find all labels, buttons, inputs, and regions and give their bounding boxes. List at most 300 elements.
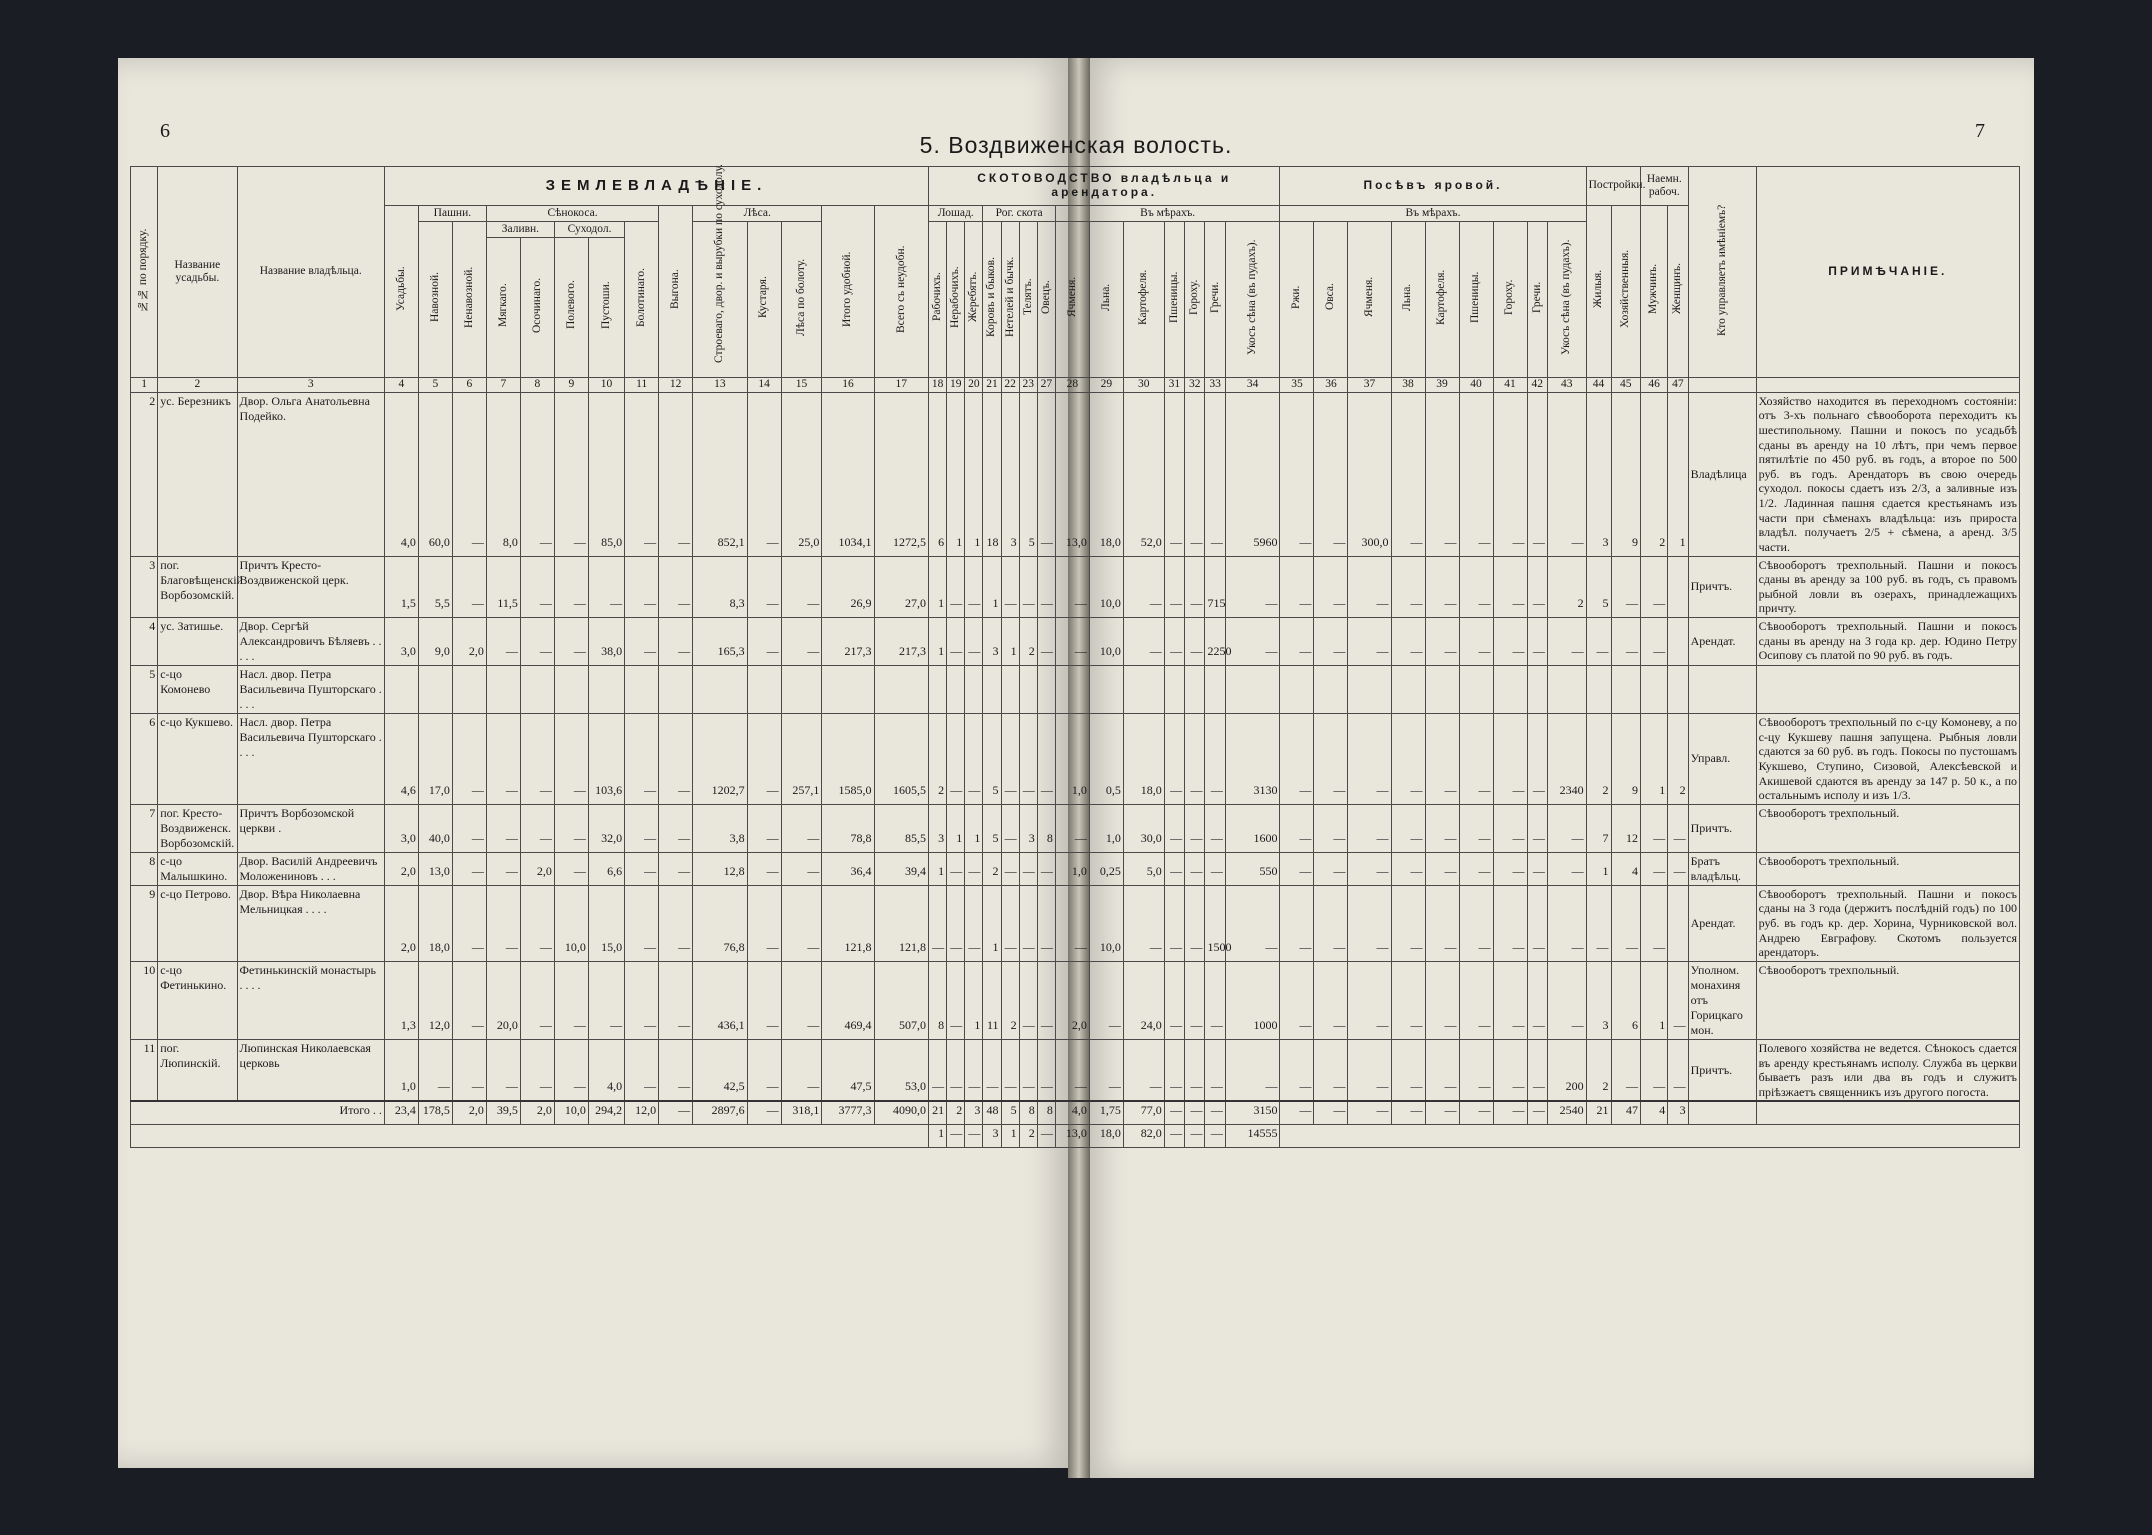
column-header-label: Нерабочихъ. xyxy=(949,266,962,329)
column-header xyxy=(1185,222,1205,377)
column-header xyxy=(131,167,158,378)
data-cell: 2250 xyxy=(1205,618,1225,666)
subgroup-header-cattle: Рог. скота xyxy=(983,206,1056,222)
data-cell: 13,0 xyxy=(418,852,452,885)
data-cell xyxy=(1640,666,1667,714)
table-row xyxy=(131,714,2020,805)
data-cell: — xyxy=(588,961,624,1039)
table-row xyxy=(131,852,2020,885)
total-cell: — xyxy=(1164,1101,1184,1125)
column-number: 4 xyxy=(384,377,418,392)
column-header xyxy=(929,222,947,377)
data-cell: — xyxy=(781,618,822,666)
subgroup-header-measures-2: Въ мѣрахъ. xyxy=(1280,206,1586,222)
column-number: 30 xyxy=(1123,377,1164,392)
data-cell: 1 xyxy=(929,618,947,666)
total-cell: 2540 xyxy=(1547,1101,1586,1125)
column-header-label: Ненавозной. xyxy=(462,266,475,328)
group-header-buildings: Постройки. xyxy=(1586,167,1640,206)
data-cell: — xyxy=(554,1039,588,1101)
data-cell: 5 xyxy=(983,804,1001,852)
column-header-label: Полевого. xyxy=(564,280,577,330)
column-header xyxy=(874,206,929,378)
column-header-label: Пшеницы. xyxy=(1167,271,1180,323)
column-header xyxy=(1019,222,1037,377)
column-number xyxy=(1756,377,2019,392)
data-cell: — xyxy=(625,804,659,852)
data-cell: — xyxy=(1640,618,1667,666)
data-cell: — xyxy=(1037,961,1055,1039)
data-cell: — xyxy=(520,885,554,961)
data-cell: — xyxy=(1493,556,1527,618)
data-cell: 4 xyxy=(1611,852,1640,885)
data-cell: 32,0 xyxy=(588,804,624,852)
data-cell: — xyxy=(947,556,965,618)
column-number: 2 xyxy=(158,377,237,392)
data-cell: — xyxy=(947,618,965,666)
column-header xyxy=(588,238,624,377)
data-cell: — xyxy=(1527,852,1547,885)
data-cell: — xyxy=(1164,804,1184,852)
total-cell: 12,0 xyxy=(625,1101,659,1125)
column-number: 19 xyxy=(947,377,965,392)
data-cell: — xyxy=(1493,804,1527,852)
data-cell: — xyxy=(1037,556,1055,618)
data-cell: — xyxy=(1586,618,1611,666)
data-cell: 24,0 xyxy=(1123,961,1164,1039)
data-cell: — xyxy=(781,885,822,961)
column-header-label: Картофеля. xyxy=(1137,269,1150,325)
data-cell: — xyxy=(1225,1039,1280,1101)
data-cell: 12 xyxy=(1611,804,1640,852)
column-number: 35 xyxy=(1280,377,1314,392)
data-cell: 2 xyxy=(1668,714,1688,805)
column-number: 46 xyxy=(1640,377,1667,392)
data-cell: — xyxy=(554,714,588,805)
data-cell: — xyxy=(1348,885,1391,961)
data-cell: — xyxy=(1164,618,1184,666)
data-cell xyxy=(1611,666,1640,714)
data-cell: — xyxy=(1019,885,1037,961)
owner-name: Насл. двор. Петра Васильевича Пушторскаго . . . . xyxy=(237,714,384,805)
data-cell: — xyxy=(452,714,486,805)
data-cell: 715 xyxy=(1205,556,1225,618)
data-cell: 1 xyxy=(929,852,947,885)
data-cell xyxy=(1185,666,1205,714)
column-header-label: №№ по порядку. xyxy=(137,228,150,312)
total-cell-secondary: 82,0 xyxy=(1123,1125,1164,1148)
data-cell: — xyxy=(1547,852,1586,885)
subgroup-header-horses: Лошад. xyxy=(929,206,983,222)
data-cell: 52,0 xyxy=(1123,392,1164,556)
column-header-label: Жилыя. xyxy=(1591,270,1604,309)
note-cell xyxy=(1756,666,2019,714)
totals-label: Итого . . xyxy=(131,1101,385,1125)
estate-name: с-цо Малышкино. xyxy=(158,852,237,885)
data-cell: 42,5 xyxy=(693,1039,747,1101)
data-cell: — xyxy=(1348,852,1391,885)
data-cell: — xyxy=(1205,961,1225,1039)
totals-row-secondary xyxy=(131,1125,2020,1148)
data-cell: 2,0 xyxy=(384,852,418,885)
data-cell: 9 xyxy=(1611,714,1640,805)
column-header xyxy=(1164,222,1184,377)
column-header-label: Гороху. xyxy=(1503,279,1516,316)
data-cell: — xyxy=(1391,1039,1425,1101)
data-cell: 217,3 xyxy=(874,618,929,666)
data-cell: — xyxy=(1001,804,1019,852)
data-cell: — xyxy=(418,1039,452,1101)
data-cell: — xyxy=(520,714,554,805)
total-cell: — xyxy=(1348,1101,1391,1125)
total-cell: — xyxy=(747,1101,781,1125)
data-cell: — xyxy=(1314,392,1348,556)
data-cell: 3 xyxy=(1001,392,1019,556)
data-cell: 18,0 xyxy=(1089,392,1123,556)
data-cell: — xyxy=(1314,618,1348,666)
column-number: 27 xyxy=(1037,377,1055,392)
data-cell xyxy=(1668,885,1688,961)
column-header xyxy=(822,206,874,378)
row-number: 8 xyxy=(131,852,158,885)
data-cell: 9,0 xyxy=(418,618,452,666)
total-cell: 2 xyxy=(947,1101,965,1125)
data-cell: — xyxy=(520,392,554,556)
data-cell: — xyxy=(1314,885,1348,961)
data-cell: — xyxy=(1205,804,1225,852)
row-number: 2 xyxy=(131,392,158,556)
group-header-land: ЗЕМЛЕВЛАДѢНІЕ. xyxy=(384,167,928,206)
data-cell: — xyxy=(1459,804,1493,852)
estate-name: пог. Кресто-Воздвиженск. Ворбозомскій. xyxy=(158,804,237,852)
data-cell: — xyxy=(452,556,486,618)
data-cell: — xyxy=(1348,556,1391,618)
total-cell-secondary: 1 xyxy=(1001,1125,1019,1148)
column-number: 7 xyxy=(486,377,520,392)
row-number: 11 xyxy=(131,1039,158,1101)
subgroup-header-plough: Пашни. xyxy=(418,206,486,222)
total-cell: 8 xyxy=(1019,1101,1037,1125)
data-cell: — xyxy=(520,804,554,852)
total-cell: 4090,0 xyxy=(874,1101,929,1125)
data-cell xyxy=(1425,666,1459,714)
data-cell: 13,0 xyxy=(1055,392,1089,556)
data-cell: 436,1 xyxy=(693,961,747,1039)
data-cell: — xyxy=(1459,392,1493,556)
data-cell: — xyxy=(486,618,520,666)
note-cell: Хозяйство находится въ переходномъ состояніи: отъ 3-хъ польнаго сѣвооборота переходитъ къ шестипольному. Пашни и покосъ по усадьбѣ сданы въ аренду на 10 лѣтъ, при чемъ первое пятилѣтіе по 450 руб. въ годъ, а второе по 500 руб. въ годъ. Арендаторъ въ свою очередь суходол. покосы сдаетъ изъ 2/3, а заливные изъ 1/2. Ладинная пашня сдается крестьянамъ изъ части при сѣменахъ владѣльца: изъ прироста владѣл. получаетъ 2/5 + сѣмена, а аренд. 3/5 части. xyxy=(1756,392,2019,556)
data-cell: 2 xyxy=(929,714,947,805)
data-cell: 1 xyxy=(983,556,1001,618)
column-number: 17 xyxy=(874,377,929,392)
data-cell: — xyxy=(1123,556,1164,618)
data-cell: 4,0 xyxy=(588,1039,624,1101)
column-header-label: Ржи. xyxy=(1290,285,1303,310)
manager-cell: Арендат. xyxy=(1688,885,1756,961)
data-cell: 1 xyxy=(929,556,947,618)
subgroup-header-forest: Лѣса. xyxy=(693,206,822,222)
data-cell: 2340 xyxy=(1547,714,1586,805)
data-cell: 3 xyxy=(1586,961,1611,1039)
data-cell: — xyxy=(1425,961,1459,1039)
data-cell: — xyxy=(1547,392,1586,556)
data-cell: — xyxy=(625,556,659,618)
data-cell: — xyxy=(659,556,693,618)
data-cell: — xyxy=(1001,1039,1019,1101)
column-number xyxy=(1688,377,1756,392)
data-cell: — xyxy=(1037,392,1055,556)
data-cell: — xyxy=(1164,1039,1184,1101)
column-number: 15 xyxy=(781,377,822,392)
data-cell: — xyxy=(1185,852,1205,885)
group-header-workers: Наемн. рабоч. xyxy=(1640,167,1688,206)
data-cell: — xyxy=(452,852,486,885)
data-cell: — xyxy=(747,556,781,618)
column-number: 38 xyxy=(1391,377,1425,392)
data-cell: — xyxy=(1019,556,1037,618)
data-cell: 103,6 xyxy=(588,714,624,805)
table-row xyxy=(131,885,2020,961)
total-cell: 3 xyxy=(965,1101,983,1125)
data-cell: 3,0 xyxy=(384,804,418,852)
column-header-label: Льна. xyxy=(1401,283,1414,311)
data-cell: — xyxy=(1185,392,1205,556)
data-cell: — xyxy=(1314,556,1348,618)
data-cell: — xyxy=(1164,392,1184,556)
data-cell: — xyxy=(929,1039,947,1101)
statistics-table-container xyxy=(130,166,2020,1304)
data-cell: — xyxy=(1314,961,1348,1039)
owner-name: Причтъ Ворбозомской церкви . xyxy=(237,804,384,852)
data-cell: — xyxy=(1205,1039,1225,1101)
data-cell: — xyxy=(1019,1039,1037,1101)
total-cell: 4 xyxy=(1640,1101,1667,1125)
data-cell xyxy=(822,666,874,714)
column-header xyxy=(1586,206,1611,378)
page-number-left: 6 xyxy=(160,120,170,142)
column-header-label: Всего съ неудобн. xyxy=(894,245,907,333)
column-number: 40 xyxy=(1459,377,1493,392)
total-cell-secondary: 1 xyxy=(929,1125,947,1148)
data-cell: 469,4 xyxy=(822,961,874,1039)
data-cell: — xyxy=(1527,392,1547,556)
data-cell xyxy=(486,666,520,714)
data-cell: — xyxy=(947,1039,965,1101)
data-cell: — xyxy=(1185,961,1205,1039)
data-cell: — xyxy=(1123,618,1164,666)
data-cell: — xyxy=(1391,961,1425,1039)
data-cell: — xyxy=(1391,392,1425,556)
data-cell: — xyxy=(1459,618,1493,666)
data-cell: — xyxy=(1164,714,1184,805)
total-cell: 39,5 xyxy=(486,1101,520,1125)
data-cell: — xyxy=(1668,961,1688,1039)
data-cell: — xyxy=(625,852,659,885)
manager-cell: Владѣлица xyxy=(1688,392,1756,556)
data-cell: — xyxy=(1280,961,1314,1039)
data-cell: — xyxy=(554,804,588,852)
note-cell: Полевого хозяйства не ведется. Сѣнокосъ сдается въ аренду крестьянамъ исполу. Служба въ церкви бываетъ разъ или два въ годъ и служитъ пріѣзжаетъ священникъ изъ другого погоста. xyxy=(1756,1039,2019,1101)
column-header-label: Навозной. xyxy=(428,272,441,323)
data-cell: 2,0 xyxy=(384,885,418,961)
column-number: 47 xyxy=(1668,377,1688,392)
data-cell: 1202,7 xyxy=(693,714,747,805)
data-cell: — xyxy=(747,714,781,805)
data-cell: — xyxy=(1493,714,1527,805)
column-header xyxy=(1493,222,1527,377)
data-cell: 1272,5 xyxy=(874,392,929,556)
manager-cell: Уполном. монахиня отъ Горицкаго мон. xyxy=(1688,961,1756,1039)
data-cell: 8,0 xyxy=(486,392,520,556)
data-cell: — xyxy=(1640,852,1667,885)
data-cell: — xyxy=(929,885,947,961)
data-cell xyxy=(1493,666,1527,714)
data-cell: 1,0 xyxy=(384,1039,418,1101)
column-header-label: Выгона. xyxy=(669,269,682,310)
column-header: Название усадьбы. xyxy=(158,167,237,378)
data-cell: — xyxy=(1185,1039,1205,1101)
data-cell: — xyxy=(1037,885,1055,961)
owner-name: Насл. двор. Петра Васильевича Пушторскаго . . . . xyxy=(237,666,384,714)
table-row xyxy=(131,1039,2020,1101)
column-number: 33 xyxy=(1205,377,1225,392)
data-cell: — xyxy=(1527,714,1547,805)
column-header-label: Нетелей и бычк. xyxy=(1003,257,1016,338)
group-header-sowing: Посѣвъ яровой. xyxy=(1280,167,1586,206)
data-cell: — xyxy=(1348,961,1391,1039)
data-cell: 165,3 xyxy=(693,618,747,666)
column-number: 6 xyxy=(452,377,486,392)
data-cell xyxy=(384,666,418,714)
data-cell xyxy=(965,666,983,714)
note-cell: Сѣвооборотъ трехпольный. xyxy=(1756,804,2019,852)
data-cell: 85,5 xyxy=(874,804,929,852)
data-cell: — xyxy=(1019,714,1037,805)
data-cell: 25,0 xyxy=(781,392,822,556)
column-number: 16 xyxy=(822,377,874,392)
data-cell: 1 xyxy=(947,392,965,556)
column-number: 8 xyxy=(520,377,554,392)
owner-name: Причтъ Кресто-Воздвиженской церк. xyxy=(237,556,384,618)
subgroup-header-hay-dry: Суходол. xyxy=(554,222,624,238)
data-cell: — xyxy=(554,618,588,666)
data-cell: 20,0 xyxy=(486,961,520,1039)
data-cell: 5 xyxy=(983,714,1001,805)
column-header-label: Гречи. xyxy=(1530,281,1543,313)
data-cell: — xyxy=(520,556,554,618)
column-header-label: Мягкаго. xyxy=(496,283,509,328)
data-cell: — xyxy=(1391,618,1425,666)
data-cell: — xyxy=(1164,556,1184,618)
column-number: 20 xyxy=(965,377,983,392)
data-cell xyxy=(747,666,781,714)
data-cell: — xyxy=(554,852,588,885)
column-header xyxy=(1225,222,1280,377)
column-header xyxy=(384,206,418,378)
data-cell: 121,8 xyxy=(822,885,874,961)
manager-cell: Причтъ. xyxy=(1688,1039,1756,1101)
estate-name: ус. Затишье. xyxy=(158,618,237,666)
data-cell: — xyxy=(1640,1039,1667,1101)
owner-name: Двор. Ольга Анатольевна Подейко. xyxy=(237,392,384,556)
column-header-label: Укосъ сѣна (въ пудахъ). xyxy=(1560,239,1573,356)
column-number: 39 xyxy=(1425,377,1459,392)
section-title: 5. Воздвиженская волость. xyxy=(919,132,1233,158)
data-cell: — xyxy=(947,885,965,961)
data-cell: — xyxy=(625,1039,659,1101)
column-header-label: Гречи. xyxy=(1208,281,1221,313)
column-number: 36 xyxy=(1314,377,1348,392)
table-row xyxy=(131,666,2020,714)
data-cell: 6 xyxy=(929,392,947,556)
total-cell-secondary: 18,0 xyxy=(1089,1125,1123,1148)
data-cell: — xyxy=(1425,804,1459,852)
data-cell xyxy=(1586,666,1611,714)
column-number: 12 xyxy=(659,377,693,392)
data-cell: — xyxy=(1019,961,1037,1039)
total-cell-secondary: — xyxy=(1164,1125,1184,1148)
total-cell: 3150 xyxy=(1225,1101,1280,1125)
data-cell: — xyxy=(1425,885,1459,961)
data-cell: 39,4 xyxy=(874,852,929,885)
data-cell: 1,0 xyxy=(1089,804,1123,852)
column-number: 11 xyxy=(625,377,659,392)
row-number: 3 xyxy=(131,556,158,618)
column-number: 34 xyxy=(1225,377,1280,392)
data-cell: — xyxy=(486,885,520,961)
data-cell: — xyxy=(1668,852,1688,885)
data-cell: — xyxy=(520,1039,554,1101)
data-cell: — xyxy=(781,804,822,852)
data-cell: 5 xyxy=(1586,556,1611,618)
data-cell: 8 xyxy=(1037,804,1055,852)
data-cell: — xyxy=(1055,618,1089,666)
data-cell: — xyxy=(781,556,822,618)
estate-name: с-цо Петрово. xyxy=(158,885,237,961)
data-cell: — xyxy=(1348,714,1391,805)
data-cell: — xyxy=(486,714,520,805)
column-number: 41 xyxy=(1493,377,1527,392)
column-number: 13 xyxy=(693,377,747,392)
estate-name: с-цо Комонево xyxy=(158,666,237,714)
data-cell: — xyxy=(659,804,693,852)
data-cell: 17,0 xyxy=(418,714,452,805)
data-cell xyxy=(874,666,929,714)
data-cell: — xyxy=(1280,556,1314,618)
data-cell: — xyxy=(1611,885,1640,961)
data-cell: — xyxy=(486,852,520,885)
data-cell: — xyxy=(1391,556,1425,618)
column-header xyxy=(1314,222,1348,377)
subgroup-header-hay: Сѣнокоса. xyxy=(486,206,658,222)
column-header-label: Укосъ сѣна (въ пудахъ). xyxy=(1246,239,1259,356)
total-cell: 21 xyxy=(1586,1101,1611,1125)
manager-cell: Братъ владѣльц. xyxy=(1688,852,1756,885)
data-cell: — xyxy=(520,961,554,1039)
column-header xyxy=(1547,222,1586,377)
data-cell: — xyxy=(1089,1039,1123,1101)
column-header xyxy=(1348,222,1391,377)
data-cell: — xyxy=(659,961,693,1039)
data-cell: — xyxy=(1185,556,1205,618)
data-cell xyxy=(520,666,554,714)
data-cell: — xyxy=(659,1039,693,1101)
data-cell: — xyxy=(1493,618,1527,666)
data-cell: — xyxy=(520,618,554,666)
total-cell: — xyxy=(1314,1101,1348,1125)
data-cell: 2 xyxy=(1001,961,1019,1039)
data-cell: 2,0 xyxy=(452,618,486,666)
